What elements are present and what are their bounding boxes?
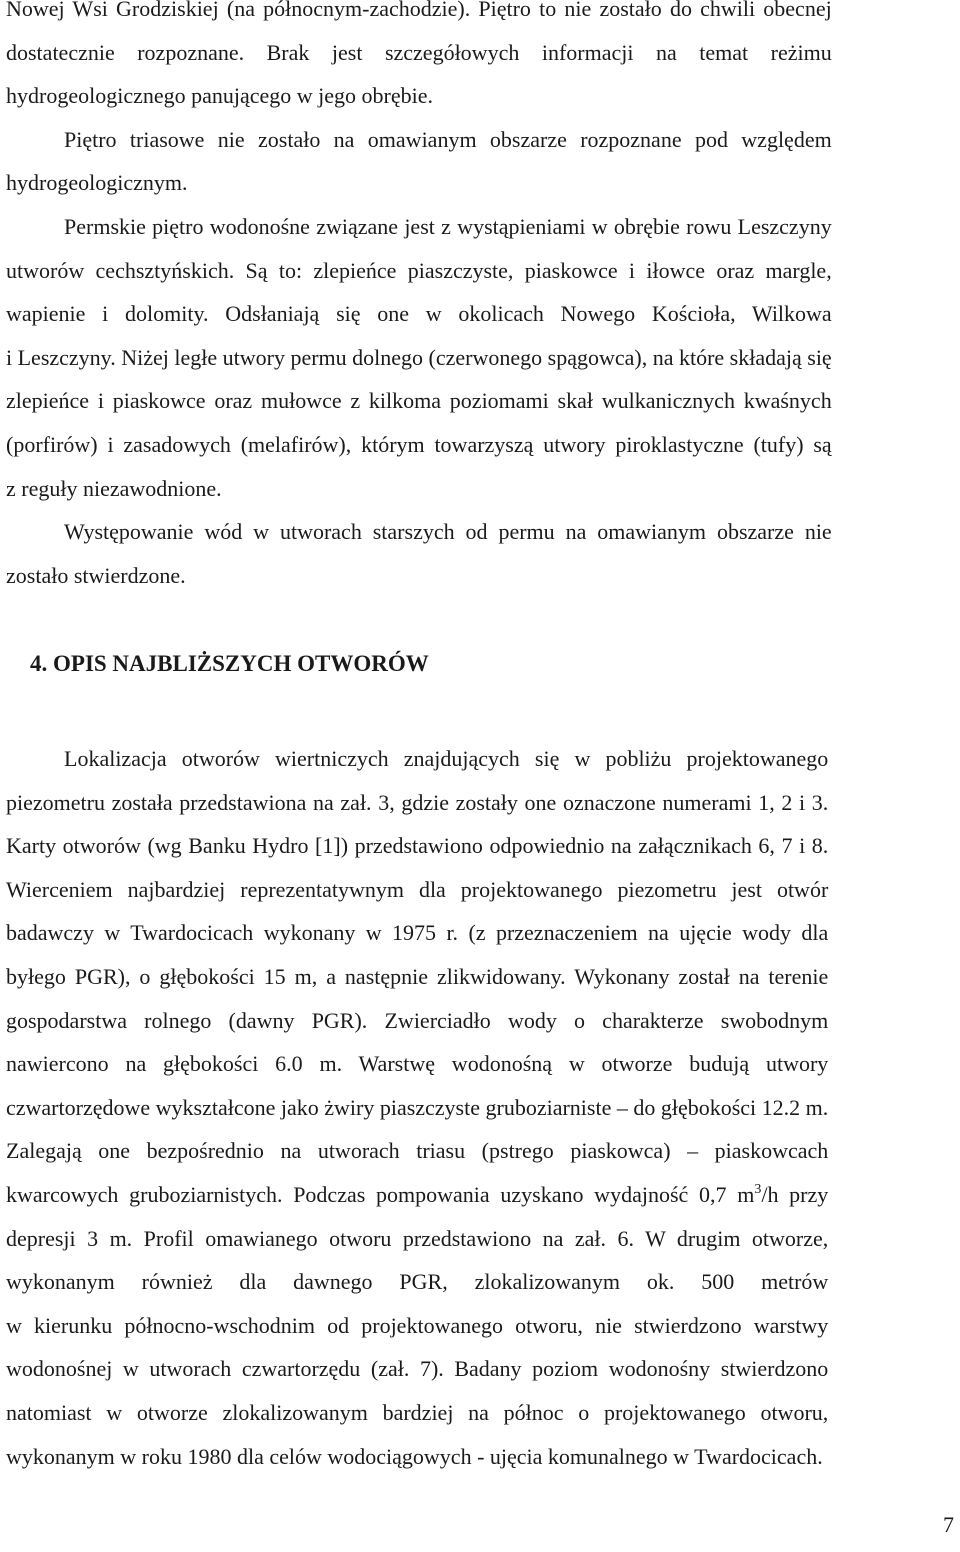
text-line: Wierceniem najbardziej reprezentatywnym dla projektowanego piezometru jest otwór bbox=[6, 876, 829, 902]
text-line: wapienie i dolomity. Odsłaniają się one w okolicach Nowego Kościoła, Wilkowa bbox=[6, 301, 832, 327]
text-line: dostatecznie rozpoznane. Brak jest szczegółowych informacji na temat reżimu bbox=[6, 39, 832, 65]
text-line: Permskie piętro wodonośne związane jest z wystąpieniami w obrębie rowu Leszczyny bbox=[64, 213, 832, 239]
text-line: Występowanie wód w utworach starszych od permu na omawianym obszarze nie bbox=[64, 519, 832, 545]
text-line: czwartorzędowe wykształcone jako żwiry piaszczyste gruboziarniste – do głębokości 12.2 m. bbox=[6, 1094, 829, 1120]
section-heading: 4. OPIS NAJBLIŻSZYCH OTWORÓW bbox=[30, 651, 429, 676]
lower-text-block bbox=[6, 737, 828, 1478]
paragraph-3 bbox=[6, 205, 832, 510]
text-line: natomiast w otworze zlokalizowanym bardziej na północ o projektowanego otworu, bbox=[6, 1399, 829, 1425]
paragraph-4 bbox=[6, 510, 832, 597]
text-line: hydrogeologicznym. bbox=[6, 170, 188, 196]
text-line: zlepieńce i piaskowce oraz mułowce z kilkoma poziomami skał wulkanicznych kwaśnych bbox=[6, 388, 832, 414]
page-number: 7 bbox=[943, 1512, 954, 1537]
text-line-with-superscript bbox=[6, 1173, 828, 1217]
text-fragment: /h przy bbox=[761, 1181, 829, 1207]
text-line: wykonanym również dla dawnego PGR, zlokalizowanym ok. 500 metrów bbox=[6, 1269, 829, 1295]
text-fragment: kwarcowych gruboziarnistych. Podczas pompowania uzyskano wydajność 0,7 m bbox=[6, 1181, 755, 1207]
text-line: badawczy w Twardocicach wykonany w 1975 r. (z przeznaczeniem na ujęcie wody dla bbox=[6, 920, 829, 946]
text-line: z reguły niezawodnione. bbox=[6, 475, 222, 501]
paragraph-5 bbox=[6, 737, 828, 1478]
text-line: nawiercono na głębokości 6.0 m. Warstwę wodonośną w otworze budują utwory bbox=[6, 1051, 829, 1077]
text-line: Zalegają one bezpośrednio na utworach triasu (pstrego piaskowca) – piaskowcach bbox=[6, 1138, 829, 1164]
text-line: wykonanym w roku 1980 dla celów wodociągowych - ujęcia komunalnego w Twardocicach. bbox=[6, 1443, 823, 1469]
text-line: wodonośnej w utworach czwartorzędu (zał. 7). Badany poziom wodonośny stwierdzono bbox=[6, 1356, 829, 1382]
text-line: hydrogeologicznego panującego w jego obrębie. bbox=[6, 83, 434, 109]
paragraph-2 bbox=[6, 118, 832, 205]
text-line: utworów cechsztyńskich. Są to: zlepieńce piaszczyste, piaskowce i iłowce oraz margle, bbox=[6, 257, 832, 283]
text-line: (porfirów) i zasadowych (melafirów), którym towarzyszą utwory piroklastyczne (tufy) są bbox=[6, 431, 832, 457]
text-line: Nowej Wsi Grodziskiej (na północnym-zachodzie). Piętro to nie zostało do chwili obecnej bbox=[6, 0, 832, 21]
text-line: byłego PGR), o głębokości 15 m, a następnie zlikwidowany. Wykonany został na terenie bbox=[6, 963, 829, 989]
upper-text-block bbox=[6, 0, 832, 597]
text-line: gospodarstwa rolnego (dawny PGR). Zwierciadło wody o charakterze swobodnym bbox=[6, 1007, 829, 1033]
text-line: Karty otworów (wg Banku Hydro [1]) przedstawiono odpowiednio na załącznikach 6, 7 i 8. bbox=[6, 833, 829, 859]
text-line: Lokalizacja otworów wiertniczych znajdujących się w pobliżu projektowanego bbox=[64, 746, 829, 771]
text-line: zostało stwierdzone. bbox=[6, 562, 186, 588]
superscript: 3 bbox=[754, 1181, 762, 1197]
text-line: w kierunku północno-wschodnim od projektowanego otworu, nie stwierdzono warstwy bbox=[6, 1312, 829, 1338]
text-line: i Leszczyny. Niżej ległe utwory permu dolnego (czerwonego spągowca), na które składają się bbox=[6, 344, 832, 370]
paragraph-1 bbox=[6, 0, 832, 118]
text-line: Piętro triasowe nie zostało na omawianym obszarze rozpoznane pod względem bbox=[64, 126, 832, 152]
text-line: depresji 3 m. Profil omawianego otworu przedstawiono na zał. 6. W drugim otworze, bbox=[6, 1225, 829, 1251]
text-line: piezometru została przedstawiona na zał. 3, gdzie zostały one oznaczone numerami 1, 2 i 3. bbox=[6, 789, 829, 815]
